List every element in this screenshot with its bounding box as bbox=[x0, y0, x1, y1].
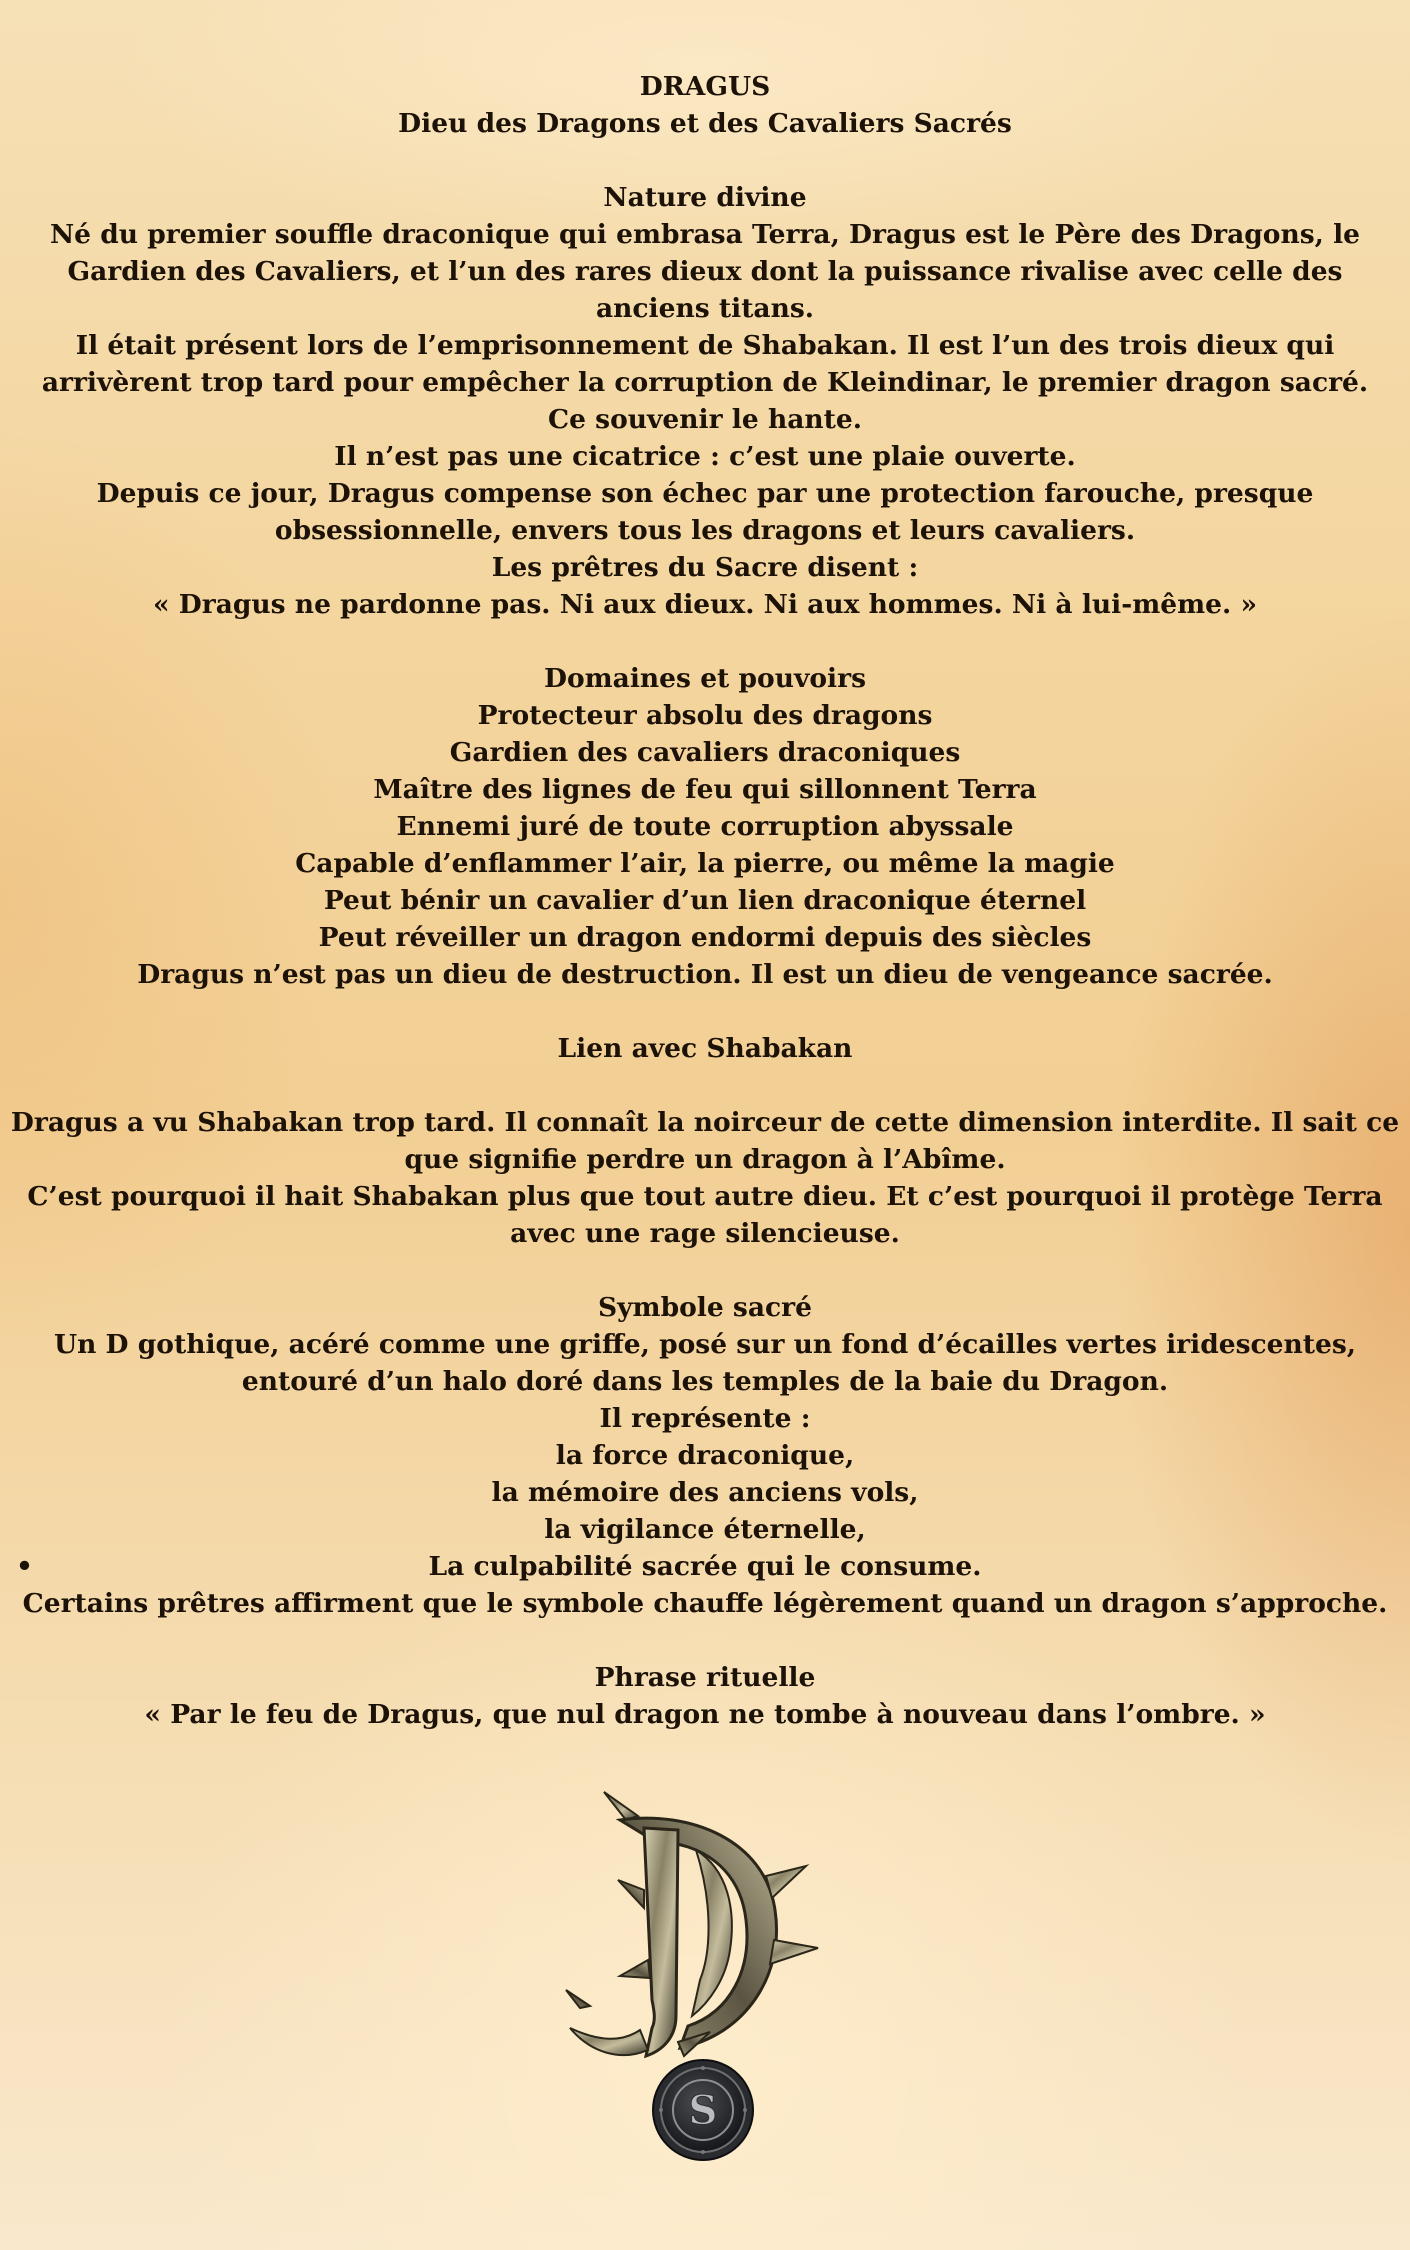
nature-line: Il n’est pas une cicatrice : c’est une plaie ouverte. bbox=[334, 441, 1076, 472]
domain-line: Maître des lignes de feu qui sillonnent Terra bbox=[373, 774, 1037, 805]
domain-line: Capable d’enflammer l’air, la pierre, ou même la magie bbox=[295, 848, 1115, 879]
symbol-bullet-item bbox=[10, 1548, 1400, 1585]
nature-quote: « Dragus ne pardonne pas. Ni aux dieux. Ni aux hommes. Ni à lui-même. » bbox=[152, 589, 1258, 620]
page-subtitle: Dieu des Dragons et des Cavaliers Sacrés bbox=[398, 108, 1012, 139]
shabakan-line: C’est pourquoi il hait Shabakan plus que tout autre dieu. Et c’est pourquoi il protège Terra avec une rage silencieuse. bbox=[27, 1181, 1383, 1249]
nature-line: Né du premier souffle draconique qui embrasa Terra, Dragus est le Père des Dragons, le Gardien des Cavaliers, et l’un des rares dieux dont la puissance rivalise avec celle des anciens titans. bbox=[49, 219, 1361, 324]
nature-line: Depuis ce jour, Dragus compense son échec par une protection farouche, presque obsessionnelle, envers tous les dragons et leurs cavaliers. bbox=[96, 478, 1314, 546]
spacer bbox=[10, 993, 1400, 1030]
nature-line: Ce souvenir le hante. bbox=[547, 404, 862, 435]
s-coin-icon bbox=[651, 2058, 755, 2162]
nature-line: Les prêtres du Sacre disent : bbox=[491, 552, 919, 583]
domain-line: Peut bénir un cavalier d’un lien draconique éternel bbox=[323, 885, 1087, 916]
symbol-note: Certains prêtres affirment que le symbole chauffe légèrement quand un dragon s’approche. bbox=[22, 1588, 1388, 1619]
gothic-d-icon bbox=[560, 1780, 840, 2090]
nature-line: Il était présent lors de l’emprisonnement de Shabakan. Il est l’un des trois dieux qui arrivèrent trop tard pour empêcher la corruption de Kleindinar, le premier dragon sacré. bbox=[41, 330, 1369, 398]
symbol-description: Un D gothique, acéré comme une griffe, posé sur un fond d’écailles vertes iridescentes, entouré d’un halo doré dans les temples de la baie du Dragon. bbox=[53, 1329, 1357, 1397]
coin-letter: S bbox=[688, 2087, 718, 2134]
domain-line: Gardien des cavaliers draconiques bbox=[449, 737, 961, 768]
domain-line: Ennemi juré de toute corruption abyssale bbox=[396, 811, 1014, 842]
spacer bbox=[10, 142, 1400, 179]
bullet-icon: • bbox=[16, 1551, 33, 1582]
document-body bbox=[10, 68, 1400, 1733]
symbol-bullet-text: La culpabilité sacrée qui le consume. bbox=[428, 1551, 982, 1582]
symbol-intro: Il représente : bbox=[599, 1403, 811, 1434]
gothic-d-emblem bbox=[560, 1780, 840, 2090]
domain-line: Peut réveiller un dragon endormi depuis des siècles bbox=[318, 922, 1092, 953]
domain-line: Protecteur absolu des dragons bbox=[477, 700, 933, 731]
section-heading-ritual: Phrase rituelle bbox=[594, 1662, 816, 1693]
domain-line: Dragus n’est pas un dieu de destruction. Il est un dieu de vengeance sacrée. bbox=[137, 959, 1273, 990]
spacer bbox=[10, 623, 1400, 660]
section-heading-symbol: Symbole sacré bbox=[598, 1292, 812, 1323]
symbol-item: la mémoire des anciens vols, bbox=[491, 1477, 919, 1508]
spacer bbox=[10, 1067, 1400, 1104]
shabakan-line: Dragus a vu Shabakan trop tard. Il connaît la noirceur de cette dimension interdite. Il sait ce que signifie perdre un dragon à l’Abîme. bbox=[10, 1107, 1400, 1175]
page-title: DRAGUS bbox=[639, 71, 771, 102]
symbol-item: la vigilance éternelle, bbox=[544, 1514, 866, 1545]
section-heading-domains: Domaines et pouvoirs bbox=[543, 663, 867, 694]
spacer bbox=[10, 1622, 1400, 1659]
symbol-item: la force draconique, bbox=[555, 1440, 855, 1471]
spacer bbox=[10, 1252, 1400, 1289]
ritual-phrase: « Par le feu de Dragus, que nul dragon ne tombe à nouveau dans l’ombre. » bbox=[144, 1699, 1266, 1730]
section-heading-nature: Nature divine bbox=[603, 182, 807, 213]
coin-emblem bbox=[651, 2058, 755, 2162]
section-heading-shabakan: Lien avec Shabakan bbox=[557, 1033, 853, 1064]
